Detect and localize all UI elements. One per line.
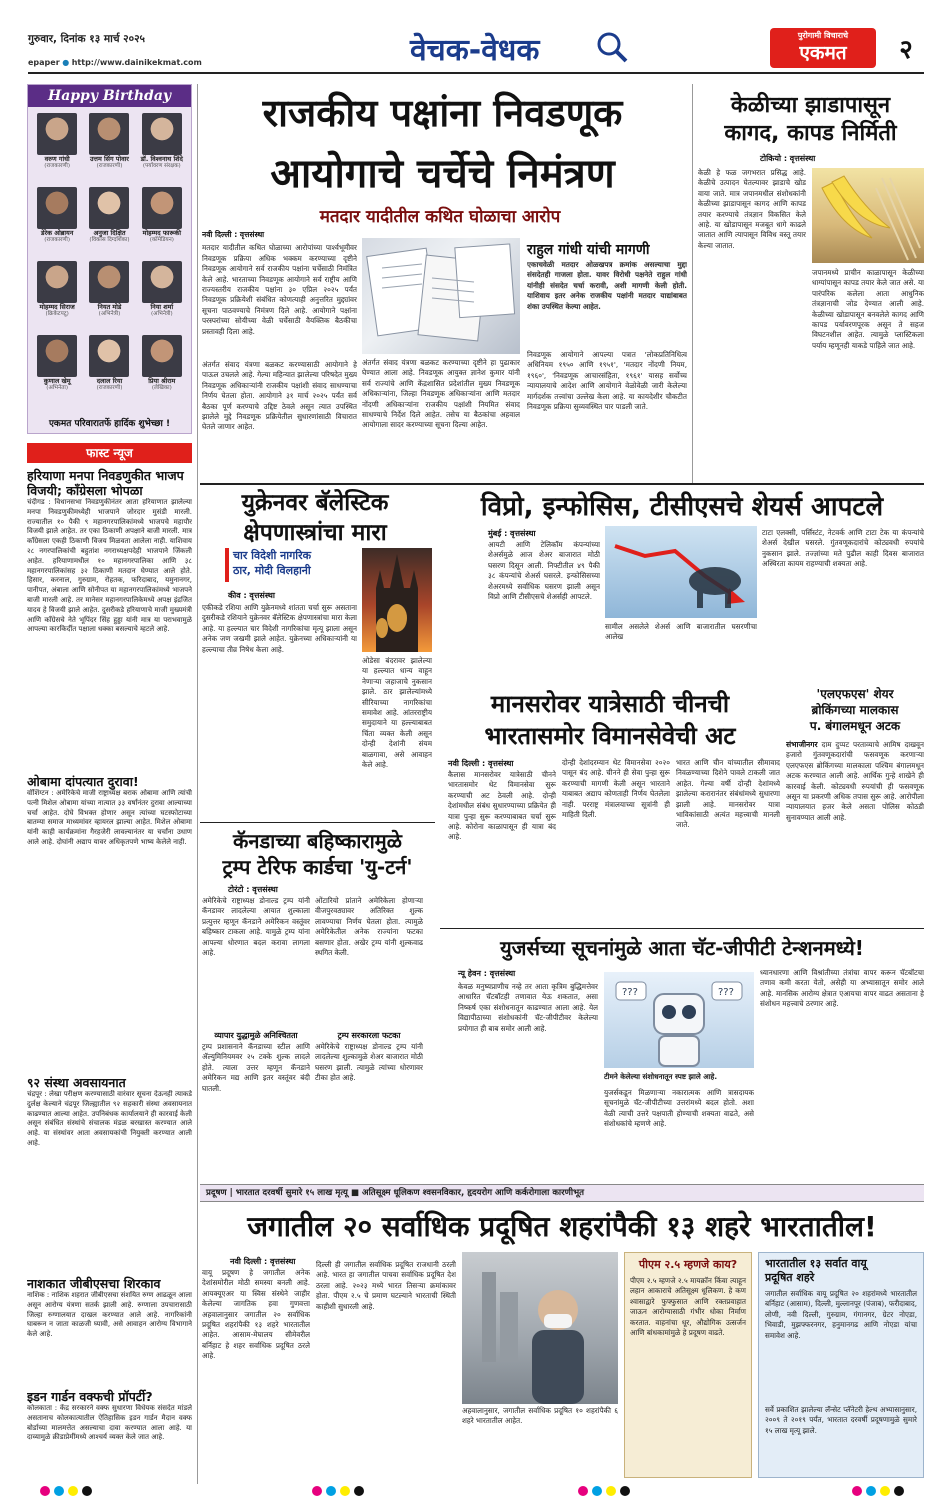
avatar: [89, 261, 129, 303]
birthday-name: प्रिया श्रीराम: [148, 377, 176, 385]
birthday-role: (राजकारणी): [96, 385, 123, 391]
chatgpt-col-3: ध्यानधारणा आणि विश्रांतीच्या तंत्रांचा वापर करून चॅटबॉटचा तणाव कमी करता येतो, असेही या अभ्यासातून समोर आले आहे. मानसिक आरोग्य क्षेत्रात एआयचा वापर वाढत असताना हे संशोधन महत्त्वाचे ठरणार आहे.: [760, 968, 924, 1009]
pollution-title: जगातील २० सर्वाधिक प्रदूषित शहरांपैकी १३ शहरे भारतातील!: [247, 1210, 877, 1243]
epaper-line: [28, 58, 202, 67]
pollution-bar: [200, 1184, 924, 1202]
nlfs-title-3: प. बंगालमधून अटक: [809, 719, 901, 733]
lead-col-1b: अंतर्गत संवाद यंत्रणा बळकट करण्यासाठी आयोगाने हे पाऊल उचलले आहे. गेल्या महिन्यात झालेल्या परिषदेत मुख्य निवडणूक अधिकाऱ्यांनी राजकीय पक्षांशी संवाद साधण्याचा निर्णय घेतला होता. आयोगाने ३१ मार्च २०२५ पर्यंत सर्व बैठका पूर्ण करण्याचे उद्दिष्ट ठेवले असून त्यात उपस्थित झालेले मुद्दे निवडणूक प्रक्रियेतील सुधारणांसाठी विचारात घेतले जाणार आहेत.: [202, 360, 357, 432]
registration-mark: [880, 1486, 890, 1496]
birthday-role: (कॉमेडियन): [149, 237, 174, 243]
shares-col-1: आयटी आणि टेलिकॉम कंपन्यांच्या शेअर्समुळे आज शेअर बाजारात मोठी घसरण दिसून आली. निफ्टीतील ४९ पैकी ३८ कंपन्यांचे शेअर्स घसरले. इन्फोसिसच्या शेअरमध्ये सर्वाधिक घसरण झाली असून विप्रो आणि टीसीएसचे शेअर्सही आपटले.: [488, 540, 600, 602]
rahul-col-1: निवडणूक आयोगाने आपल्या पत्रात 'लोकप्रतिनिधित्व अधिनियम १९५० आणि १९५१', 'मतदार नोंदणी नियम, १९६०', 'निवडणूक आचारसंहिता, १९६१' यासह सर्वोच्च न्यायालयाचे आदेश आणि आयोगाने वेळोवेळी जारी केलेल्या मार्गदर्शक तत्त्वांचा उल्लेख केला आहे. या कायदेशीर चौकटीत निवडणूक प्रक्रिया सुव्यवस्थित पार पाडली जाते.: [527, 350, 687, 412]
issue-date: गुरुवार, दिनांक १३ मार्च २०२५: [28, 33, 145, 45]
epaper-label: epaper: [28, 58, 60, 67]
birthday-person: [84, 261, 134, 333]
avatar: [37, 335, 77, 377]
left-column-divider: [197, 84, 198, 1484]
canada-box-1: व्यापार युद्धामुळे अनिश्चितता: [214, 1031, 298, 1040]
globe-icon: ●: [62, 58, 70, 67]
banana-col-2: जपानमध्ये प्राचीन काळापासून केळीच्या धाग्यांपासून कापड तयार केले जात असे. या पारंपरिक कलेला आता आधुनिक तंत्रज्ञानाची जोड देण्यात आली आहे. केळीच्या खोडापासून बनवलेले कागद आणि कापड पर्यावरणपूरक असून ते सहज विघटनशील आहेत. त्यामुळे प्लास्टिकला पर्याय म्हणूनही याकडे पाहिले जात आहे.: [812, 268, 924, 350]
fast-news-body: कोलकाता : केंद्र सरकारने वक्फ सुधारणा विधेयक संसदेत मांडले असतानाच कोलकात्यातील ऐतिहासिक इडन गार्डन मैदान वक्फ बोर्डाच्या मालमत्तेत असल्याचा दावा करण्यात आला आहे. या दाव्यामुळे क्रीडाप्रेमींमध्ये आश्चर्य व्यक्त केले जात आहे.: [27, 1404, 192, 1442]
lead-col-2: अंतर्गत संवाद यंत्रणा बळकट करण्याच्या दृष्टीने हा पुढाकार घेण्यात आला आहे. निवडणूक आयुक्त ज्ञानेश कुमार यांनी सर्व राज्यांचे आणि केंद्रशासित प्रदेशांतील मुख्य निवडणूक अधिकाऱ्यांना, जिल्हा निवडणूक अधिकाऱ्यांना आणि मतदार नोंदणी अधिकाऱ्यांना राजकीय पक्षांशी नियमित संवाद साधण्याचे निर्देश दिले आहेत. तसेच या बैठकांचा अहवाल आयोगाला सादर करण्याच्या सूचना दिल्या आहेत.: [362, 358, 520, 430]
registration-mark: [340, 1486, 350, 1496]
nlfs-title-2: ब्रोकिंगच्या मालकास: [811, 703, 899, 717]
ukraine-title-2: क्षेपणास्त्रांचा मारा: [243, 520, 387, 546]
nlfs-title-1: 'एलएफएस' शेयर: [816, 687, 894, 701]
church-illustration: [362, 548, 432, 652]
fast-news-title: फास्ट न्यूज: [86, 446, 133, 460]
fast-news-body: चंदीगड : विधानसभा निवडणुकीनंतर आता हरियाणात झालेल्या मनपा निवडणुकीमध्येही भाजपाने जोरदार मुसंडी मारली. राज्यातील १० पैकी ९ महानगरपालिकांमध्ये भाजपचे महापौर विजयी झाले आहेत. तर एका ठिकाणी अपक्षाने बाजी मारली. मात्र काँग्रेसला एकही ठिकाणी विजय मिळवता आलेला नाही. याशिवाय २८ नगरपालिकांची बहुतांश नगराध्यक्षपदेही भाजपाने जिंकली आहेत. हरियाणामधील १० महानगरपालिका आणि ३८ महानगरपालिकांसह ३२ ठिकाणी मतदान घेण्यात आले होते. हिसार, करनाल, गुरुग्राम, रोहतक, फरिदाबाद, यमुनानगर, पानीपत, अंबाला आणि सोनीपत या महानगरपालिकांमध्ये भाजपने बाजी मारली आहे. तर मानेसर महानगरपालिकेमध्ये अपक्ष इंद्रजित यादव हे विजयी झाले आहेत. दुसरीकडे हरियाणाचे माजी मुख्यमंत्री आणि काँग्रेसचे नेते भूपिंदर सिंह हुड्डा यांनी मात्र या पराभवामुळे आपल्या कारकिर्दीत पक्षाला धक्का बसल्याचे म्हटले आहे.: [27, 498, 192, 634]
sensex-photo: [605, 526, 757, 618]
dateline: टोकियो : वृत्तसंस्था: [760, 154, 816, 163]
registration-mark: [606, 1486, 616, 1496]
section-title: [410, 28, 539, 69]
masked-person-illustration: [462, 1252, 618, 1404]
registration-mark: [312, 1486, 322, 1496]
cities-foot: सर्वे प्रकाशित झालेल्या लॅन्सेट प्लॅनेटरी हेल्थ अभ्यासानुसार, २००९ ते २०१९ पर्यंत, भारतात दरवर्षी प्रदूषणामुळे सुमारे १५ लाख मृत्यू झाले.: [765, 1405, 917, 1435]
registration-mark: [326, 1486, 336, 1496]
brand-tagline: पुरोगामी विचाराचे: [797, 31, 849, 40]
section-title-b: वेधक: [481, 33, 540, 68]
masthead: [0, 0, 945, 70]
nlfs-body: [786, 740, 924, 925]
fast-news-headline: इडन गार्डन वक्फची प्रॉपर्टी?: [27, 1389, 153, 1404]
birthday-grid: [28, 107, 191, 407]
ballot-photo: [362, 238, 520, 354]
birthday-role: (पर्यावरण संरक्षक): [142, 163, 181, 169]
birthday-name: मोहम्मद फारूकी: [142, 229, 181, 237]
dateline: न्यू हेवन : वृत्तसंस्था: [458, 969, 516, 978]
birthday-role: (राजकारणी): [44, 237, 71, 243]
registration-mark: [578, 1486, 588, 1496]
registration-mark: [82, 1486, 92, 1496]
birthday-role: (लेखिका): [151, 385, 172, 391]
ukraine-title-1: युक्रेनवर बॅलेस्टिक: [241, 490, 389, 516]
canada-col-1b: ट्रम्प प्रशासनाने कॅनडाच्या स्टील आणि ॲल्युमिनियमवर २५ टक्के शुल्क लादले होते. त्याला उत्तर म्हणून कॅनडाने अमेरिकन मद्य आणि इतर वस्तूंवर बंदी घातली.: [202, 1042, 310, 1093]
pm-box: [624, 1252, 752, 1478]
dateline: संभाजीनगर: [786, 740, 818, 749]
mansarovar-col-3: भारत आणि चीन यांच्यातील सीमावाद निवळण्याच्या दिशेने पावले टाकली जात आहेत. गेल्या वर्षी दोन्ही देशांमध्ये झालेल्या करारानंतर संबंधांमध्ये सुधारणा झाली आहे. मानसरोवर यात्रा भाविकांसाठी अत्यंत महत्त्वाची मानली जाते.: [676, 758, 780, 830]
birthday-box: [27, 84, 192, 434]
birthday-title: Happy Birthday: [28, 85, 191, 107]
birthday-name: कुणाल खेमू: [43, 377, 71, 385]
canada-col-2b: अमेरिकेचे राष्ट्राध्यक्ष डोनाल्ड ट्रम्प यांनी लादलेल्या शुल्कामुळे शेअर बाजारात मोठी घसरण झाली. त्यामुळे त्यांच्या धोरणावर टीका होत आहे.: [315, 1042, 423, 1083]
dateline: नवी दिल्ली : वृत्तसंस्था: [202, 230, 265, 239]
masthead-rule: [28, 72, 924, 74]
banana-fiber-illustration: [812, 168, 924, 263]
birthday-role: (अभिनेत्री): [98, 311, 121, 317]
avatar: [89, 187, 129, 229]
shares-caption: सामील असलेले शेअर्स आणि बाजारातील घसरणीचा आलेख: [605, 622, 757, 642]
birthday-role: (राजकारणी): [96, 163, 123, 169]
birthday-person: [32, 335, 82, 407]
dateline: टोरंटो : वृत्तसंस्था: [228, 885, 278, 894]
birthday-role: (क्रिकेटपटू): [45, 311, 69, 317]
smog-photo: [462, 1252, 618, 1404]
website-link[interactable]: http://www.dainikekmat.com: [71, 58, 202, 67]
birthday-name: डेरेक ओब्रायन: [41, 229, 74, 237]
mansarovar-title-1: मानसरोवर यात्रेसाठी चीनची: [490, 690, 730, 718]
section-title-a: वेचक-: [410, 33, 482, 68]
mansarovar-col-1: कैलास मानसरोवर यात्रेसाठी चीनने भारतासमोर थेट विमानसेवा सुरू करण्याची अट ठेवली आहे. दोन्ही देशांमधील संबंध सुधारण्याच्या प्रक्रियेत ही यात्रा पुन्हा सुरू करण्याबाबत चर्चा सुरू आहे. कोरोना काळापासून ही यात्रा बंद आहे.: [448, 770, 556, 842]
fast-news-item: [27, 1389, 192, 1478]
ukraine-sub-2: ठार, मोदी विलहानी: [233, 564, 311, 577]
page-number: २: [899, 35, 913, 65]
birthday-name: नियत मोडे: [97, 303, 122, 311]
canada-title-1: कॅनडाच्या बहिष्कारामुळे: [233, 829, 402, 853]
pollution-caption: अहवालानुसार, जगातील सर्वाधिक प्रदूषित १० शहरांपैकी ६ शहरे भारतातील आहेत.: [462, 1406, 618, 1426]
dateline: नवी दिल्ली : वृत्तसंस्था: [230, 1257, 296, 1266]
fast-news-item: [27, 1075, 192, 1270]
bull-chart-illustration: [605, 526, 757, 618]
registration-mark: [354, 1486, 364, 1496]
birthday-person: [32, 187, 82, 259]
birthday-name: अनुजा दिक्षित: [93, 229, 126, 237]
ukraine-subbox: [225, 548, 357, 582]
robot-photo: [604, 972, 754, 1068]
chatgpt-caption: टीमने केलेल्या संशोधनातून स्पष्ट झाले आहे.: [604, 1072, 718, 1081]
birthday-role: (अभिनेत्री): [150, 311, 173, 317]
cities-title-2: प्रदूषित शहरे: [765, 1271, 815, 1284]
lead-body: मतदार यादीतील कथित घोळाच्या आरोपांच्या पार्श्वभूमीवर निवडणूक प्रक्रिया अधिक भक्कम करण्याच्या दृष्टीने निवडणूक आयोगाने सर्व राजकीय पक्षांना चर्चेसाठी निमंत्रित केले आहे. भारताच्या निवडणूक आयोगाने सर्व राष्ट्रीय आणि राज्यस्तरीय राजकीय पक्षांना ३० एप्रिल २०२५ पर्यंत निवडणूक प्रक्रियेशी संबंधित कोणत्याही अनुत्तरित मुद्द्यांवर सूचना पाठवण्याचे निमंत्रण दिले आहे. आयोगाने पक्षांना परस्परांच्या सोयीच्या वेळी चर्चेसाठी वैयक्तिक बैठकीचा प्रस्तावही दिला आहे.: [202, 243, 357, 336]
canada-col-2: ओंटारियो प्रांताने अमेरिकेला होणाऱ्या वीजपुरवठ्यावर अतिरिक्त शुल्क लावण्याचा निर्णय घेतला होता. त्यामुळे अमेरिकेतील अनेक राज्यांना फटका बसणार होता. अखेर ट्रम्प यांनी शुल्कवाढ स्थगित केली.: [315, 896, 423, 958]
banana-col-1: केळी हे फळ जगभरात प्रसिद्ध आहे. केळीचे उत्पादन घेतल्यावर झाडाचे खोड वाया जाते. मात्र जपानमधील संशोधकांनी केळीच्या झाडापासून कागद आणि कापड तयार करण्याचे तंत्रज्ञान विकसित केले आहे. या खोडापासून मजबूत धागे काढले जातात आणि त्यापासून विविध वस्तू तयार केल्या जातात.: [698, 168, 806, 250]
registration-mark: [852, 1486, 862, 1496]
birthday-role: (राजकारणी): [44, 163, 71, 169]
banana-title-1: केळीच्या झाडापासून: [730, 93, 891, 118]
birthday-person: [137, 335, 187, 407]
lead-right-divider: [692, 84, 693, 484]
avatar: [37, 261, 77, 303]
ukraine-col-1: एकीकडे रशिया आणि युक्रेनमध्ये शांतता चर्चा सुरू असताना दुसरीकडे रशियाने युक्रेनवर बॅलेस्टिक क्षेपणास्त्रांचा मारा केला आहे. या हल्ल्यात चार विदेशी नागरिकांचा मृत्यू झाला असून अनेक जण जखमी झाले आहेत. युक्रेनच्या अधिकाऱ्यांनी या हल्ल्याचा तीव्र निषेध केला आहे.: [202, 603, 357, 654]
avatar: [89, 335, 129, 377]
pollution-col-2: दिल्ली ही जगातील सर्वाधिक प्रदूषित राजधानी ठरली आहे. भारत हा जगातील पाचवा सर्वाधिक प्रदूषित देश ठरला आहे. २०२३ मध्ये भारत तिसऱ्या क्रमांकावर होता. पीएम २.५ चे प्रमाण घटल्याने भारताची स्थिती काहीशी सुधारली आहे.: [316, 1260, 456, 1311]
birthday-person: [84, 187, 134, 259]
nlfs-text: दाम दुप्पट परताव्याचे आमिष दाखवून हजारो गुंतवणूकदारांची फसवणूक करणाऱ्या एलएफएस ब्रोकिंगच्या मालकाला पश्चिम बंगालमधून अटक करण्यात आली आहे. आर्थिक गुन्हे शाखेने ही कारवाई केली. कोट्यवधी रुपयांची ही फसवणूक असून या प्रकरणी अधिक तपास सुरू आहे. आरोपीला न्यायालयात हजर केले असता पोलिस कोठडी सुनावण्यात आली आहे.: [786, 740, 924, 822]
fast-news-item: [27, 1276, 192, 1383]
registration-mark: [40, 1486, 50, 1496]
lead-title-2: आयोगाचे चर्चेचे निमंत्रण: [270, 151, 615, 197]
fast-news-headline: ९२ संस्था अवसायनात: [27, 1075, 126, 1090]
cities-title-1: भारतातील १३ सर्वात वायू: [765, 1257, 867, 1270]
mansarovar-title-2: भारतासमोर विमानसेवेची अट: [484, 722, 736, 750]
birthday-person: [32, 113, 82, 185]
avatar: [142, 335, 182, 377]
canada-col-1: अमेरिकेचे राष्ट्राध्यक्ष डोनाल्ड ट्रम्प यांनी कॅनडावर लादलेल्या आयात शुल्काला प्रत्युत्तर म्हणून कॅनडाने अमेरिकन वस्तूंवर बहिष्कार टाकला आहे. यामुळे ट्रम्प यांना आपल्या धोरणात बदल करावा लागला आहे.: [202, 896, 310, 958]
rahul-intro: एकाचवेळी मतदार ओळखपत्र क्रमांक असल्याचा मुद्दा संसदेतही गाजला होता. यावर विरोधी पक्षनेते राहुल गांधी यांनीही संसदेत चर्चा करावी, अशी मागणी केली होती. याशिवाय इतर अनेक राजकीय पक्षांनी मतदार याद्यांबाबत शंका उपस्थित केल्या आहेत.: [527, 260, 687, 311]
fast-news-body: नाशिक : नाशिक शहरात जीबीएसचा संशयित रुग्ण आढळून आला असून आरोग्य यंत्रणा सतर्क झाली आहे. रुग्णाला उपचारासाठी जिल्हा रुग्णालयात दाखल करण्यात आले आहे. नागरिकांनी घाबरून न जाता काळजी घ्यावी, असे आवाहन आरोग्य विभागाने केले आहे.: [27, 1291, 192, 1339]
registration-mark: [866, 1486, 876, 1496]
canada-box-2: ट्रम्प सरकारला फटका: [337, 1031, 401, 1040]
chatgpt-col-1: केवळ मनुष्यप्राणीच नव्हे तर आता कृत्रिम बुद्धिमत्तेवर आधारित चॅटबॉटही तणावात येऊ शकतात, असा निष्कर्ष एका संशोधनातून काढण्यात आला आहे. येल विद्यापीठाच्या संशोधकांनी चॅट-जीपीटीवर केलेल्या प्रयोगात ही बाब समोर आली आहे.: [458, 982, 598, 1033]
birthday-person: [32, 261, 82, 333]
birthday-person: [137, 113, 187, 185]
svg-text:???: ???: [718, 987, 734, 998]
birthday-person: [137, 187, 187, 259]
birthday-name: वरुण गांधी: [44, 155, 70, 163]
robot-illustration: [604, 972, 754, 1068]
birthday-person: [137, 261, 187, 333]
dateline: नवी दिल्ली : वृत्तसंस्था: [448, 759, 514, 768]
registration-mark: [592, 1486, 602, 1496]
birthday-name: दलाल रिया: [96, 377, 123, 385]
avatar: [142, 261, 182, 303]
fast-news-body: चंद्रपूर : लेखा परीक्षण करण्यासाठी वारंवार सूचना देऊनही त्याकडे दुर्लक्ष केल्याने चंद्रपूर जिल्ह्यातील ९२ सहकारी संस्था अवसायनात काढण्यात आल्या आहेत. उपनिबंधक कार्यालयाने ही कारवाई केली असून संबंधित संस्थांचे संचालक मंडळ बरखास्त करण्यात आले आहे. या संस्थांवर आता अवसायकांची नियुक्ती करण्यात आली आहे.: [27, 1090, 192, 1147]
birthday-name: निया शर्मा: [150, 303, 174, 311]
fast-news-column: [27, 468, 192, 1478]
ukraine-col-2: ओडेसा बंदरावर झालेल्या या हल्ल्यात धान्य वाहून नेणाऱ्या जहाजाचे नुकसान झाले. ठार झालेल्यांमध्ये सीरियाच्या नागरिकांचा समावेश आहे. आंतरराष्ट्रीय समुदायाने या हल्ल्याबाबत चिंता व्यक्त केली असून दोन्ही देशांनी संयम बाळगावा, असे आवाहन केले आहे.: [362, 656, 432, 770]
lead-title-1: राजकीय पक्षांना निवडणूक: [262, 91, 623, 135]
cities-box: [758, 1252, 924, 1478]
ukraine-sub-1: चार विदेशी नागरिक: [233, 549, 312, 562]
birthday-wish: एकमत परिवारातर्फे हार्दिक शुभेच्छा !: [48, 419, 171, 429]
dateline: मुंबई : वृत्तसंस्था: [488, 529, 536, 538]
fast-news-headline: ओबामा दांपत्यात दुरावा!: [27, 774, 139, 789]
registration-mark: [894, 1486, 904, 1496]
voter-list-illustration: [362, 238, 520, 354]
avatar: [37, 113, 77, 155]
print-registration-strip: [0, 1482, 945, 1501]
brand-logo: एकमत: [799, 42, 847, 64]
banana-photo: [812, 168, 924, 263]
cities-body: जगातील सर्वाधिक वायू प्रदूषित २० शहरांमध्ये भारतातील बर्निहाट (आसाम), दिल्ली, मुल्लानपूर (पंजाब), फरीदाबाद, लोणी, नवी दिल्ली, गुरुग्राम, गंगानगर, ग्रेटर नोएडा, भिवाडी, मुझफ्फरनगर, हनुमानगढ आणि नोएडा यांचा समावेश आहे.: [765, 1289, 917, 1340]
avatar: [142, 113, 182, 155]
fast-news-body: वॉशिंग्टन : अमेरिकेचे माजी राष्ट्राध्यक्ष बराक ओबामा आणि त्यांची पत्नी मिशेल ओबामा यांच्या नात्यात ३३ वर्षांनंतर दुरावा आल्याच्या चर्चा आहेत. दोघे विभक्त होणार असून त्यांच्या घटस्फोटाच्या बातम्या समाज माध्यमांवर व्हायरल झाल्या आहेत. मिशेल ओबामा यांनी काही कार्यक्रमांना गैरहजेरी लावल्यानंतर या चर्चांना उधाण आले आहे. दोघांनी अद्याप यावर अधिकृतपणे भाष्य केलेले नाही.: [27, 789, 192, 846]
registration-mark: [620, 1486, 630, 1496]
mansarovar-col-2: दोन्ही देशांदरम्यान थेट विमानसेवा २०२० पासून बंद आहे. चीनने ही सेवा पुन्हा सुरू करण्याची मागणी केली असून भारताने याबाबत अद्याप कोणताही निर्णय घेतलेला नाही. परराष्ट्र मंत्रालयाच्या सूत्रांनी ही माहिती दिली.: [562, 758, 670, 820]
birthday-name: उत्तम सिंग पोवार: [90, 155, 129, 163]
brand-box: [770, 28, 876, 68]
birthday-name: डॉ. विश्वनाथ शिंदे: [140, 155, 183, 163]
fast-news-headline: नाशकात जीबीएसचा शिरकाव: [27, 1276, 161, 1291]
shares-title: विप्रो, इन्फोसिस, टीसीएसचे शेयर्स आपटले: [480, 492, 884, 522]
church-fire-photo: [362, 548, 432, 652]
canada-rule: [200, 822, 435, 823]
birthday-name: मोहम्मद सिराज: [39, 303, 75, 311]
chatgpt-title: युजर्सच्या सूचनांमुळे आता चॅट-जीपीटी टेन्शनमध्ये!: [500, 936, 864, 960]
chatgpt-rule: [440, 928, 924, 929]
dateline: कीव : वृत्तसंस्था: [228, 591, 275, 600]
birthday-person: [84, 335, 134, 407]
pollution-col-1: वायू प्रदूषण हे जगातील अनेक देशांसमोरील मोठी समस्या बनली आहे. आयक्यूएअर या स्विस संस्थेने जाहीर केलेल्या जागतिक हवा गुणवत्ता अहवालानुसार जगातील २० सर्वाधिक प्रदूषित शहरांपैकी १३ शहरे भारतातील आहेत. आसाम-मेघालय सीमेवरील बर्निहाट हे शहर सर्वाधिक प्रदूषित ठरले आहे.: [202, 1268, 310, 1361]
fast-news-item: [27, 468, 192, 768]
pm-box-body: पीएम २.५ म्हणजे २.५ मायक्रॉन किंवा त्याहून लहान आकाराचे अतिसूक्ष्म धूलिकण. हे कण श्वासाद्वारे फुफ्फुसात आणि रक्तप्रवाहात जाऊन आरोग्यासाठी गंभीर धोका निर्माण करतात. वाहनांचा धूर, औद्योगिक उत्सर्जन आणि बांधकामांमुळे हे प्रदूषण वाढते.: [630, 1276, 746, 1338]
registration-mark: [54, 1486, 64, 1496]
chatgpt-col-2: युजर्सकडून मिळणाऱ्या नकारात्मक आणि त्रासदायक सूचनांमुळे चॅट-जीपीटीच्या उत्तरांमध्ये बदल होतो. अशा वेळी त्याची उत्तरे पक्षपाती होण्याची शक्यता वाढते, असे संशोधकांचे म्हणणे आहे.: [604, 1088, 754, 1129]
rahul-title: राहुल गांधी यांची मागणी: [527, 242, 650, 258]
svg-text:???: ???: [622, 987, 638, 998]
pollution-bar-text: प्रदूषण | भारतात दरवर्षी सुमारे १५ लाख मृत्यू ■ अतिसूक्ष्म धूलिकण श्वसनविकार, हृदयरोग आणि कर्करोगाला कारणीभूत: [206, 1188, 585, 1198]
avatar: [37, 187, 77, 229]
birthday-person: [84, 113, 134, 185]
section-rule: [200, 483, 924, 485]
avatar: [142, 187, 182, 229]
birthday-role: (विकास दिग्दर्शिका): [89, 237, 130, 243]
fast-news-item: [27, 774, 192, 1069]
pm-box-title: पीएम २.५ म्हणजे काय?: [638, 1258, 738, 1271]
canada-title-2: ट्रम्प टेरिफ कार्डचा 'यु-टर्न': [222, 855, 413, 879]
avatar: [89, 113, 129, 155]
birthday-role: (अभिनेता): [46, 385, 69, 391]
banana-title-2: कागद, कापड निर्मिती: [724, 121, 897, 146]
registration-mark: [68, 1486, 78, 1496]
shares-col-3: टाटा एलक्सी, पर्सिस्टंट, नेटवर्क आणि टाटा टेक या कंपन्यांचे शेअर्स देखील घसरले. गुंतवणूकदारांचे कोट्यवधी रुपयांचे नुकसान झाले. तज्ज्ञांच्या मते पुढील काही दिवस बाजारात अस्थिरता कायम राहण्याची शक्यता आहे.: [762, 528, 924, 569]
fast-news-header: [27, 443, 192, 463]
lead-subtitle: मतदार यादीतील कथित घोळाचा आरोप: [319, 207, 561, 227]
magnifier-icon: [595, 30, 629, 64]
fast-news-headline: हरियाणा मनपा निवडणुकीत भाजप विजयी; काँग्रेसला भोपळा: [27, 468, 184, 498]
